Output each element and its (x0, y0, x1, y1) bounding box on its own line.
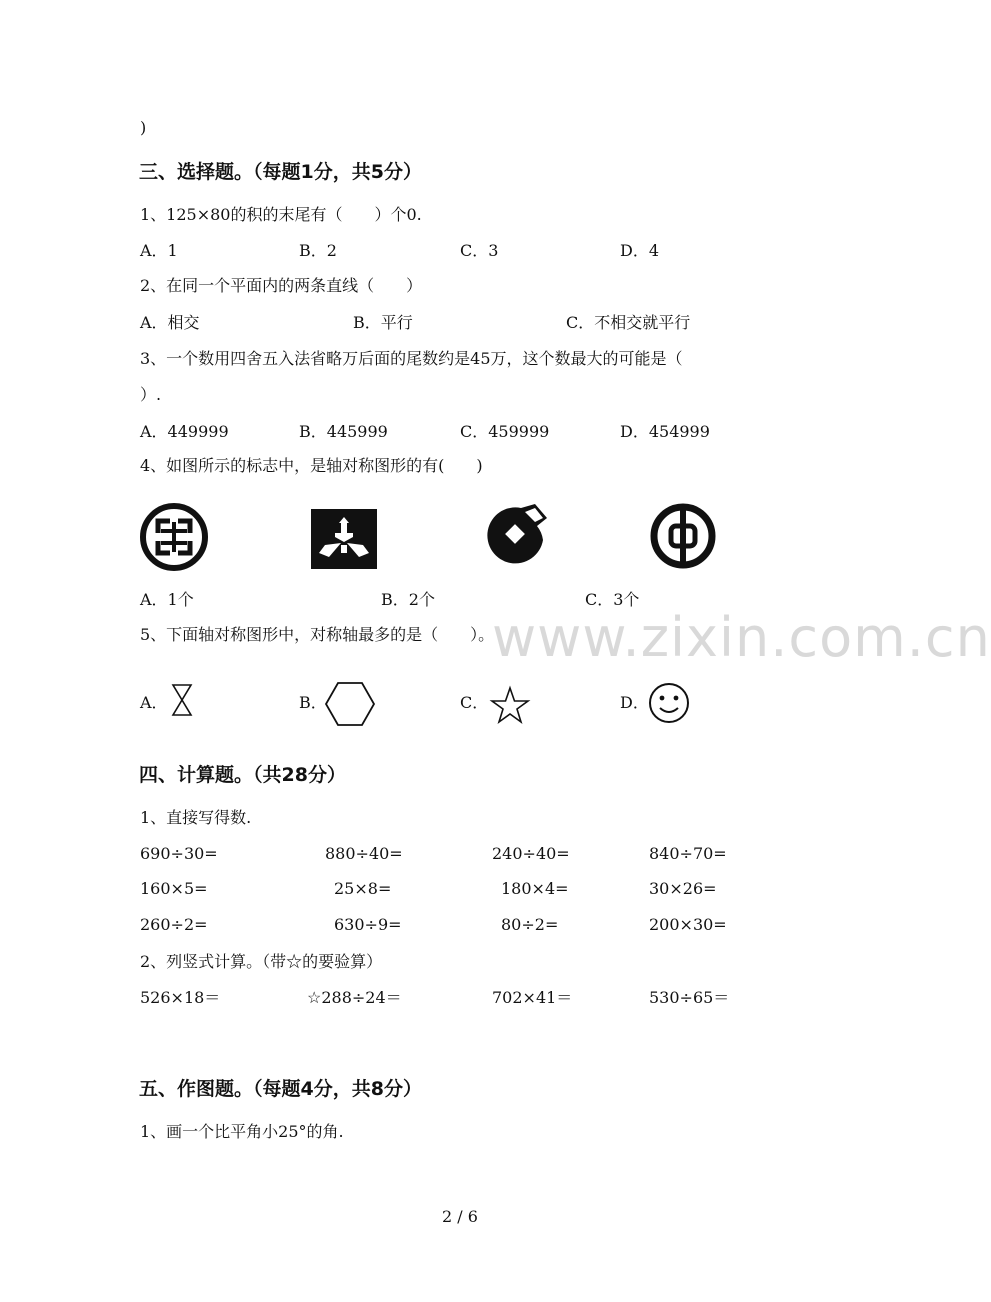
q3-4-option-b: B．2个 (381, 590, 435, 609)
calc-item: 260÷2= (140, 915, 208, 934)
vertical-calc-item: 526×18＝ (140, 988, 221, 1007)
q3-5-option-b: B． (299, 693, 327, 712)
q3-1-option-d: D．4 (620, 241, 660, 260)
hourglass-icon (170, 683, 194, 717)
q3-1-option-c: C．3 (460, 241, 499, 260)
q3-4-stem: 4、如图所示的标志中，是轴对称图形的有( ) (140, 456, 483, 475)
q3-3-option-d: D．454999 (620, 422, 710, 441)
q3-5-option-d: D． (620, 693, 649, 712)
calc-item: 240÷40= (492, 844, 570, 863)
q3-2-stem: 2、在同一个平面内的两条直线（ ） (140, 276, 423, 295)
q4-2-title: 2、列竖式计算。（带☆的要验算） (140, 952, 383, 971)
calc-item: 880÷40= (325, 844, 403, 863)
calc-item: 160×5= (140, 879, 208, 898)
boc-logo-icon (649, 502, 717, 570)
watermark: www.zixin.com.cn (492, 606, 991, 669)
vertical-calc-item: 702×41＝ (492, 988, 573, 1007)
q3-5-option-a: A． (140, 693, 168, 712)
page-number: 2 / 6 (442, 1207, 478, 1226)
smiley-icon (648, 682, 690, 724)
calc-item: 690÷30= (140, 844, 218, 863)
star-icon (489, 686, 531, 724)
carry-over-paren: ) (140, 118, 147, 137)
section-3-heading: 三、选择题。（每题1分，共5分） (139, 161, 422, 183)
calc-item: 30×26= (649, 879, 717, 898)
q3-1-stem: 1、125×80的积的末尾有（ ）个0. (140, 205, 422, 224)
vertical-calc-item: 530÷65＝ (649, 988, 730, 1007)
q3-2-option-c: C．不相交就平行 (566, 313, 691, 332)
q3-2-option-a: A．相交 (140, 313, 200, 332)
q3-4-option-a: A．1个 (140, 590, 194, 609)
cmb-like-logo-icon (485, 502, 551, 566)
section-4-heading: 四、计算题。（共28分） (139, 764, 346, 786)
icbc-logo-icon (139, 502, 209, 572)
calc-item: 180×4= (501, 879, 569, 898)
section-5-heading: 五、作图题。（每题4分，共8分） (139, 1078, 422, 1100)
q3-1-option-b: B．2 (299, 241, 337, 260)
calc-item: 200×30= (649, 915, 727, 934)
q3-4-option-c: C．3个 (585, 590, 640, 609)
q3-5-option-c: C． (460, 693, 489, 712)
calc-item: 630÷9= (334, 915, 402, 934)
hexagon-icon (324, 681, 376, 727)
calc-item: 80÷2= (501, 915, 559, 934)
q3-2-option-b: B．平行 (353, 313, 413, 332)
calc-item: 25×8= (334, 879, 392, 898)
q3-3-option-a: A．449999 (140, 422, 229, 441)
q5-1-stem: 1、画一个比平角小25°的角. (140, 1122, 344, 1141)
q3-3-option-b: B．445999 (299, 422, 388, 441)
calc-item: 840÷70= (649, 844, 727, 863)
q4-1-title: 1、直接写得数. (140, 808, 252, 827)
ccb-like-logo-icon (311, 509, 377, 569)
q3-3-stem-line2: ）. (140, 385, 162, 404)
q3-1-option-a: A．1 (140, 241, 178, 260)
q3-3-stem-line1: 3、一个数用四舍五入法省略万后面的尾数约是45万，这个数最大的可能是（ (140, 349, 683, 368)
q3-3-option-c: C．459999 (460, 422, 550, 441)
q3-5-stem: 5、下面轴对称图形中，对称轴最多的是（ ）。 (140, 625, 495, 644)
vertical-calc-item: ☆288÷24＝ (307, 988, 402, 1007)
